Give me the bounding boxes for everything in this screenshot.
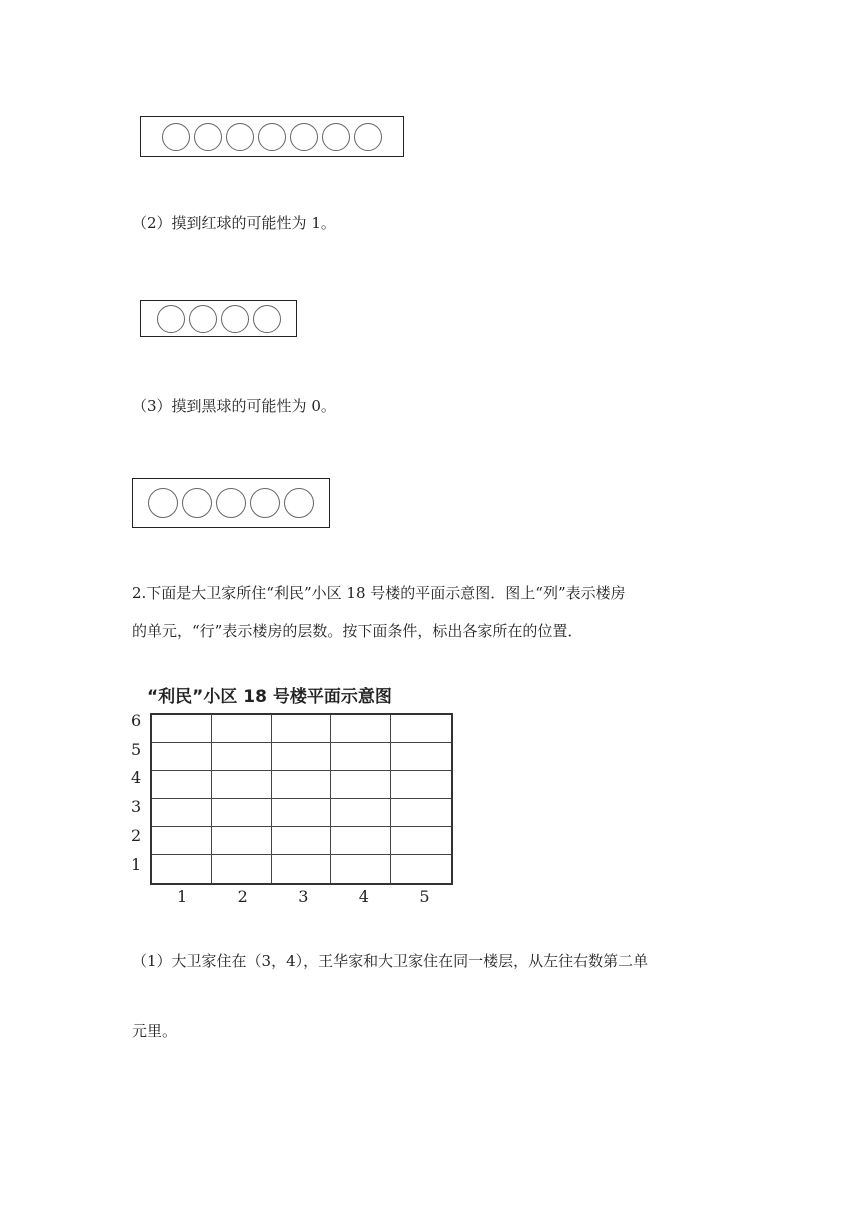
row-label: 2 <box>131 825 142 845</box>
grid-cell <box>391 799 451 827</box>
row-label: 6 <box>131 711 142 730</box>
grid-cell <box>212 771 272 799</box>
ball-circle <box>284 488 314 518</box>
ball-circle <box>157 305 185 333</box>
grid-cell <box>272 743 332 771</box>
grid-cell <box>331 715 391 743</box>
ball-circle <box>290 123 318 151</box>
grid-cell <box>331 743 391 771</box>
subquestion-1-line2: 元里。 <box>132 1022 178 1040</box>
row-label: 1 <box>131 854 142 874</box>
grid-cell <box>152 715 212 743</box>
grid-cell <box>212 743 272 771</box>
grid-cell <box>272 771 332 799</box>
ball-circle <box>322 123 350 151</box>
grid-cell <box>391 743 451 771</box>
grid-cell <box>391 715 451 743</box>
grid-cell <box>212 827 272 855</box>
ball-circle <box>148 488 178 518</box>
ball-circle <box>250 488 280 518</box>
grid-cell <box>272 855 332 883</box>
grid-cell <box>331 855 391 883</box>
question-2: （2）摸到红球的可能性为 1。 <box>132 214 336 232</box>
column-label: 1 <box>177 887 188 906</box>
problem-2-line2: 的单元，“行”表示楼房的层数。按下面条件，标出各家所在的位置． <box>132 622 583 640</box>
grid-cell <box>152 855 212 883</box>
column-label: 3 <box>298 887 309 906</box>
grid-cell <box>152 827 212 855</box>
column-label: 2 <box>237 887 248 906</box>
grid-cell <box>331 771 391 799</box>
grid-cell <box>391 771 451 799</box>
ball-circle <box>162 123 190 151</box>
grid-cell <box>152 771 212 799</box>
grid-cell <box>272 715 332 743</box>
ball-box-7 <box>140 116 404 157</box>
grid-cell <box>152 743 212 771</box>
row-label: 3 <box>131 797 142 817</box>
grid-cell <box>272 799 332 827</box>
question-3: （3）摸到黑球的可能性为 0。 <box>132 397 336 415</box>
ball-circle <box>253 305 281 333</box>
grid-title: “利民”小区 18 号楼平面示意图 <box>147 687 392 707</box>
ball-box-4 <box>140 300 297 337</box>
grid-cell <box>272 827 332 855</box>
ball-box-5 <box>132 478 330 528</box>
grid-cell <box>331 799 391 827</box>
grid-cell <box>212 715 272 743</box>
ball-circle <box>216 488 246 518</box>
ball-circle <box>182 488 212 518</box>
row-label: 5 <box>131 739 142 759</box>
ball-circle <box>221 305 249 333</box>
row-label: 4 <box>131 768 142 788</box>
grid-cell <box>391 827 451 855</box>
problem-2-line1: 2.下面是大卫家所住“利民”小区 18 号楼的平面示意图．图上“列”表示楼房 <box>132 584 626 602</box>
column-label: 5 <box>419 887 430 906</box>
column-label: 4 <box>358 887 369 906</box>
grid-cell <box>212 855 272 883</box>
building-grid <box>150 713 453 885</box>
subquestion-1-line1: （1）大卫家住在（3，4），王华家和大卫家住在同一楼层，从左往右数第二单 <box>132 952 649 970</box>
grid-cell <box>152 799 212 827</box>
ball-circle <box>189 305 217 333</box>
ball-circle <box>194 123 222 151</box>
ball-circle <box>258 123 286 151</box>
grid-cell <box>331 827 391 855</box>
grid-cell <box>212 799 272 827</box>
ball-circle <box>354 123 382 151</box>
grid-cell <box>391 855 451 883</box>
ball-circle <box>226 123 254 151</box>
